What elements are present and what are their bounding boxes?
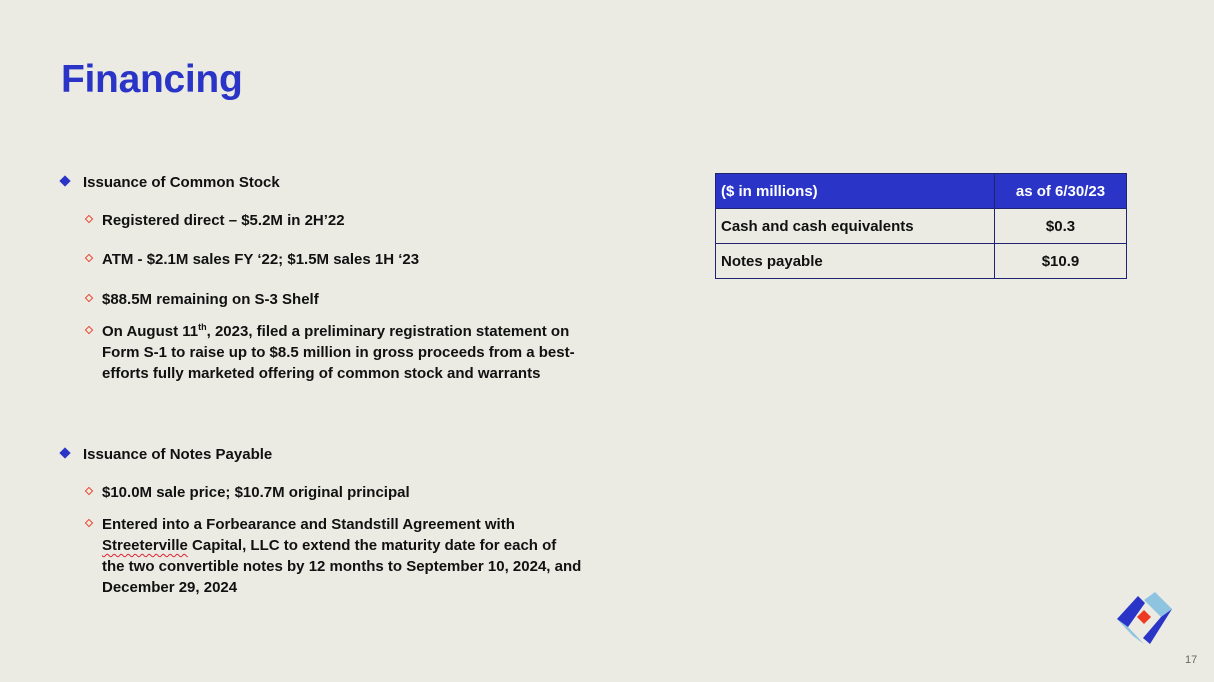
table-cell: Notes payable xyxy=(716,244,995,279)
page-title: Financing xyxy=(61,58,243,101)
diamond-outline-bullet-icon xyxy=(85,215,93,223)
diamond-bullet-icon xyxy=(59,447,70,458)
diamond-bullet-icon xyxy=(59,175,70,186)
list-item-text: $10.0M sale price; $10.7M original principal xyxy=(102,484,410,501)
list-item-text: $88.5M remaining on S-3 Shelf xyxy=(102,291,319,308)
table-header-cell: ($ in millions) xyxy=(716,174,995,209)
section-heading-text: Issuance of Common Stock xyxy=(83,174,280,191)
diamond-outline-bullet-icon xyxy=(85,487,93,495)
list-item-text: Registered direct – $5.2M in 2H’22 xyxy=(102,212,345,229)
table-cell: $10.9 xyxy=(995,244,1127,279)
financials-table xyxy=(715,173,1127,279)
table-row xyxy=(716,209,1127,244)
diamond-outline-bullet-icon xyxy=(85,254,93,262)
table-row xyxy=(716,244,1127,279)
diamond-outline-bullet-icon xyxy=(85,519,93,527)
table-header-row xyxy=(716,174,1127,209)
diamond-outline-bullet-icon xyxy=(85,326,93,334)
company-logo-icon xyxy=(1114,592,1174,644)
table-cell: Cash and cash equivalents xyxy=(716,209,995,244)
list-item-text: On August 11th, 2023, filed a preliminary registration statement on Form S-1 to raise up to $8.5 million in gross proceeds from a best-efforts fully marketed offering of common stock and warrants xyxy=(102,322,575,382)
page-number: 17 xyxy=(1185,654,1198,666)
section-heading-text: Issuance of Notes Payable xyxy=(83,446,273,463)
table-cell: $0.3 xyxy=(995,209,1127,244)
list-item-text: ATM - $2.1M sales FY ‘22; $1.5M sales 1H ‘23 xyxy=(102,251,420,268)
list-item-text: Entered into a Forbearance and Standstill Agreement with Streeterville Capital, LLC to extend the maturity date for each of the two convertible notes by 12 months to September 10, 2024, and December 29, 2024 xyxy=(102,516,582,596)
table-header-cell: as of 6/30/23 xyxy=(995,174,1127,209)
diamond-outline-bullet-icon xyxy=(85,294,93,302)
